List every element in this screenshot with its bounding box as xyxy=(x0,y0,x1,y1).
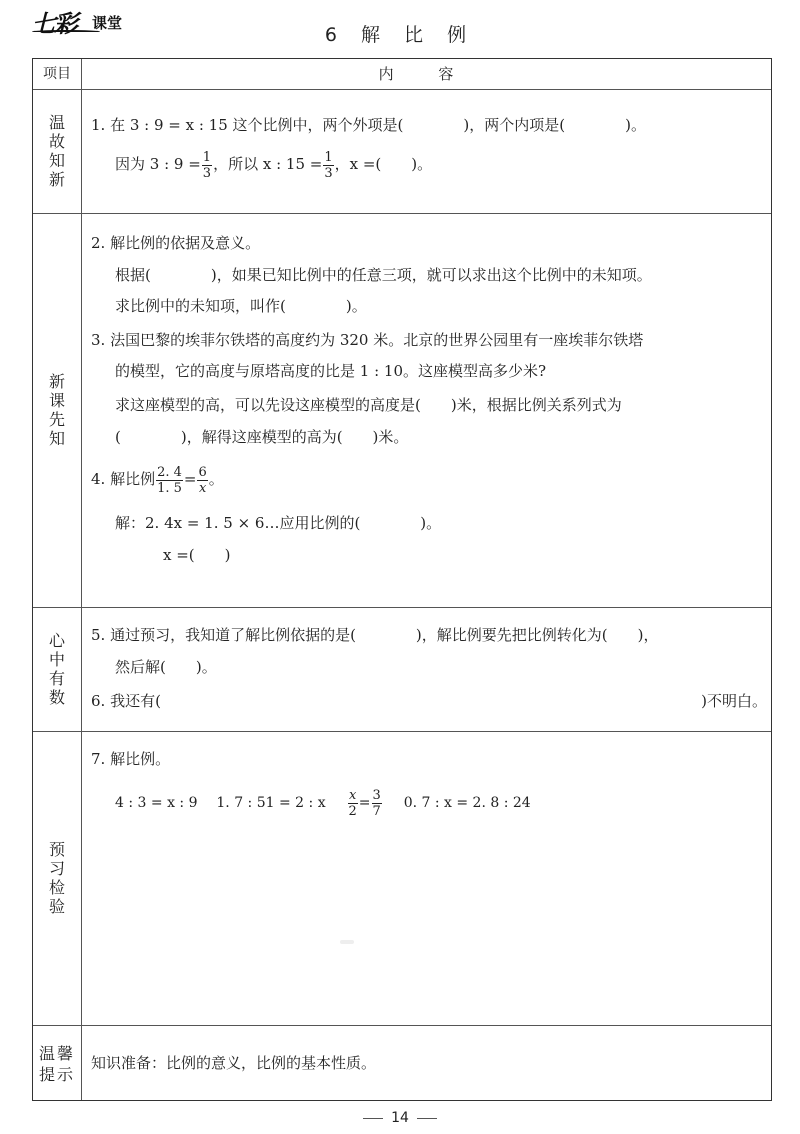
fraction-denominator: 1. 5 xyxy=(157,480,182,496)
question-6-line xyxy=(91,691,767,711)
row-divider xyxy=(33,1025,771,1026)
question-4-line xyxy=(91,461,224,497)
text-segment: 6. 我还有( xyxy=(91,692,161,710)
text-segment: )不明白。 xyxy=(701,692,767,710)
label-char: 中 xyxy=(48,650,65,669)
section-label-mind xyxy=(33,607,81,731)
section-label-check xyxy=(33,731,81,1025)
problem-4: 0. 7 : x = 2. 8 : 24 xyxy=(403,795,531,811)
logo-text: 课堂 xyxy=(92,14,123,32)
fraction-denominator: 2 xyxy=(348,803,357,819)
fraction-denominator: 7 xyxy=(372,803,381,819)
dash-right xyxy=(417,1118,437,1119)
problem-3 xyxy=(347,787,383,819)
text-segment: 4. 解比例 xyxy=(91,470,156,488)
fraction-denominator: 3 xyxy=(324,165,333,181)
fraction xyxy=(372,788,382,819)
logo-script: 七彩 xyxy=(32,9,76,38)
label-char: 先 xyxy=(48,410,65,429)
page-number xyxy=(0,1110,800,1126)
label-char: 验 xyxy=(48,897,65,916)
question-5-line-a: 5. 通过预习，我知道了解比例依据的是( )，解比例要先把比例转化为( )， xyxy=(91,626,659,644)
fraction xyxy=(323,150,333,181)
label-char: 有 xyxy=(48,669,65,688)
column-header-item: 项目 xyxy=(43,66,71,82)
page-number-text: 14 xyxy=(391,1110,409,1126)
question-2-title: 2. 解比例的依据及意义。 xyxy=(91,234,261,252)
fraction xyxy=(348,788,358,819)
question-4-step-2: x =( ) xyxy=(163,546,231,564)
label-char: 检 xyxy=(48,878,65,897)
fraction xyxy=(202,150,212,181)
section-label-review xyxy=(33,89,81,213)
question-3-line-b: 的模型，它的高度与原塔高度的比是 1 : 10。这座模型高多少米? xyxy=(115,362,547,380)
text-segment: ，所以 x : 15 = xyxy=(213,155,323,173)
column-header-content: 内 容 xyxy=(378,65,474,83)
question-3-line-a: 3. 法国巴黎的埃菲尔铁塔的高度约为 320 米。北京的世界公园里有一座埃菲尔铁塔 xyxy=(91,331,644,349)
question-4-step-1: 解：2. 4x = 1. 5 × 6…应用比例的( )。 xyxy=(115,514,442,532)
label-char: 数 xyxy=(48,688,65,707)
fraction-numerator: x xyxy=(348,787,357,803)
question-7-problems xyxy=(115,783,531,823)
worksheet-table xyxy=(32,58,772,1101)
problem-1: 4 : 3 = x : 9 xyxy=(115,795,198,811)
dash-left xyxy=(363,1118,383,1119)
row-divider xyxy=(33,89,771,90)
tips-text: 知识准备：比例的意义，比例的基本性质。 xyxy=(91,1054,377,1072)
label-char: 知 xyxy=(48,151,65,170)
text-segment: = xyxy=(358,795,371,811)
question-2-line-b: 求比例中的未知项，叫作( )。 xyxy=(115,297,367,315)
page-title: 6 解 比 例 xyxy=(324,24,476,46)
label-char: 习 xyxy=(48,859,65,878)
question-5-line-b: 然后解( )。 xyxy=(115,658,217,676)
question-3-line-c: 求这座模型的高，可以先设这座模型的高度是( )米，根据比例关系列式为 xyxy=(115,396,622,414)
text-segment: = xyxy=(183,470,197,488)
label-char: 故 xyxy=(48,132,65,151)
label-char: 课 xyxy=(48,391,65,410)
fraction-numerator: 1 xyxy=(324,149,333,165)
label-char: 温 xyxy=(48,113,65,132)
text-segment: ，x =( )。 xyxy=(334,155,433,173)
fraction xyxy=(156,465,183,496)
label-line: 提示 xyxy=(38,1064,75,1084)
row-divider xyxy=(33,213,771,214)
label-char: 新 xyxy=(48,170,65,189)
question-2-line-a: 根据( )，如果已知比例中的任意三项，就可以求出这个比例中的未知项。 xyxy=(115,266,652,284)
scan-artifact xyxy=(340,940,354,944)
label-char: 知 xyxy=(48,429,65,448)
problem-2: 1. 7 : 51 = 2 : x xyxy=(216,795,326,811)
fraction-numerator: 3 xyxy=(372,787,381,803)
section-label-tips xyxy=(33,1025,81,1102)
section-label-preview xyxy=(33,213,81,607)
text-segment: 因为 3 : 9 = xyxy=(115,155,201,173)
label-line: 温馨 xyxy=(38,1043,75,1063)
fraction-numerator: 6 xyxy=(198,464,207,480)
column-divider xyxy=(81,59,82,1100)
label-char: 心 xyxy=(48,631,65,650)
fraction-numerator: 2. 4 xyxy=(157,464,182,480)
question-1-line-a: 1. 在 3 : 9 = x : 15 这个比例中，两个外项是( )，两个内项是( )。 xyxy=(91,116,646,134)
label-char: 预 xyxy=(48,840,65,859)
label-char: 新 xyxy=(48,372,65,391)
question-3-line-d: ( )，解得这座模型的高为( )米。 xyxy=(115,428,409,446)
question-1-line-b xyxy=(115,147,432,181)
row-divider xyxy=(33,607,771,608)
row-divider xyxy=(33,731,771,732)
fraction-denominator: x xyxy=(198,480,207,496)
fraction xyxy=(197,465,207,496)
text-segment: 。 xyxy=(208,470,224,488)
question-7-title: 7. 解比例。 xyxy=(91,750,171,768)
fraction-numerator: 1 xyxy=(202,149,212,165)
fraction-denominator: 3 xyxy=(202,165,212,181)
